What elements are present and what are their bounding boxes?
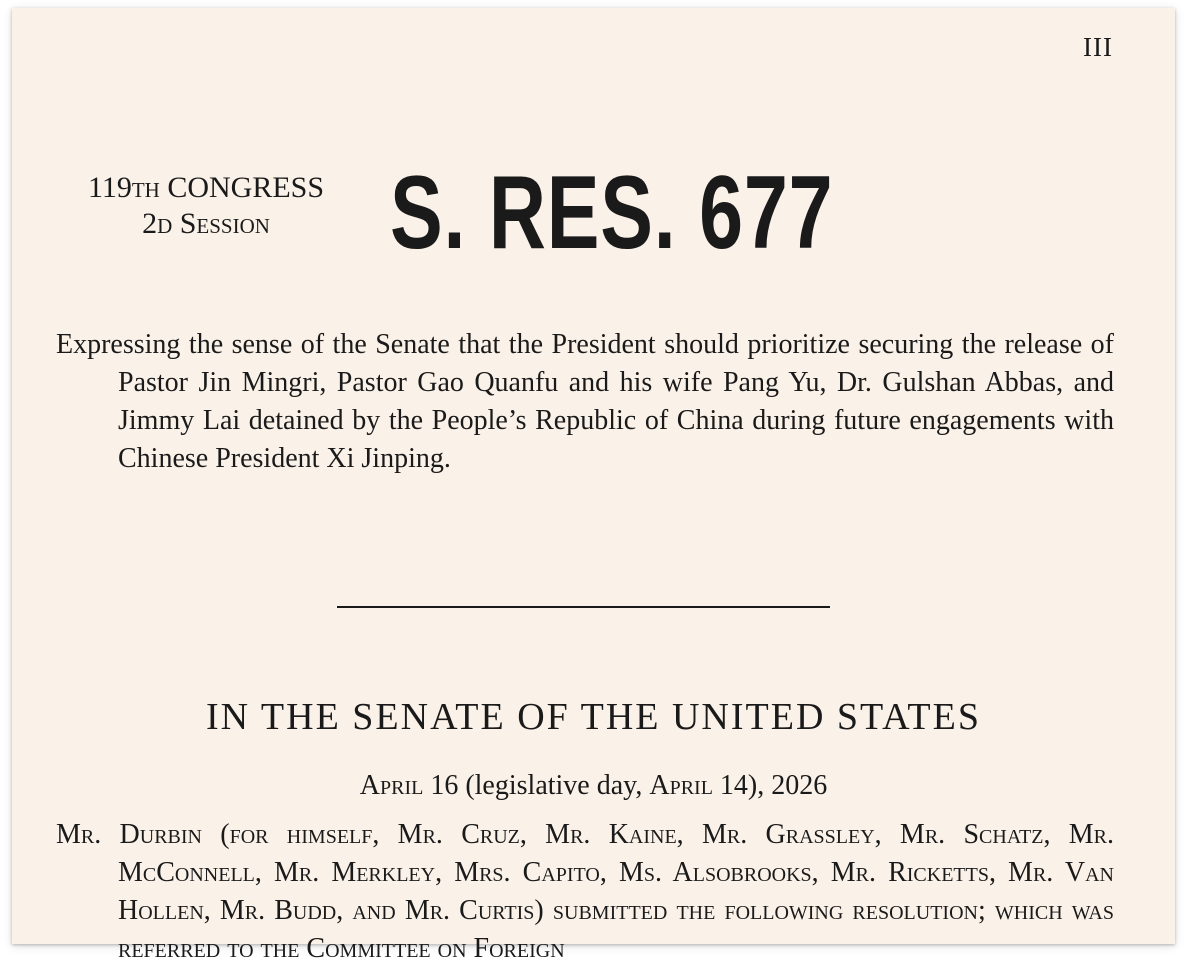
chamber-heading: IN THE SENATE OF THE UNITED STATES	[206, 696, 981, 738]
date-year: ), 2026	[747, 770, 828, 801]
document-version-marker: III	[1083, 32, 1113, 62]
sponsors-paragraph	[56, 816, 1114, 968]
measure-number: S. RES. 677	[390, 155, 834, 271]
congress-number: 119th	[87, 171, 160, 204]
introduction-date	[12, 768, 1175, 804]
resolution-title: Expressing the sense of the Senate that the President should prioritize securing the release of Pastor Jin Mingri, Pastor Gao Quanfu and his wife Pang Yu, Dr. Gulshan Abbas, and Jimmy Lai detained by the People’s Republic of China during future engagements with Chinese President Xi Jinping.	[56, 329, 1114, 474]
congress-line	[56, 170, 356, 206]
date-month-day: April 16	[359, 770, 459, 801]
cosponsors-text: (for himself, Mr. Cruz, Mr. Kaine, Mr. Grassley, Mr. Schatz, Mr. McConnell, Mr. Merkley, Mrs. Capito, Ms. Alsobrooks, Mr. Ricketts, Mr. Van Hollen, Mr. Budd, and Mr. Curtis) submitted the following resolution; which was referred to the Committee on Foreign	[118, 819, 1115, 964]
lead-sponsor: Mr. Durbin	[56, 819, 202, 850]
divider-rule	[337, 606, 830, 608]
session-line: 2d Session	[142, 207, 270, 240]
date-legislative-prefix: (legislative day,	[465, 770, 643, 801]
congress-label: CONGRESS	[167, 171, 325, 204]
date-legislative-day: April 14	[649, 770, 748, 801]
congress-session-block	[56, 170, 356, 242]
document-page	[12, 8, 1175, 964]
